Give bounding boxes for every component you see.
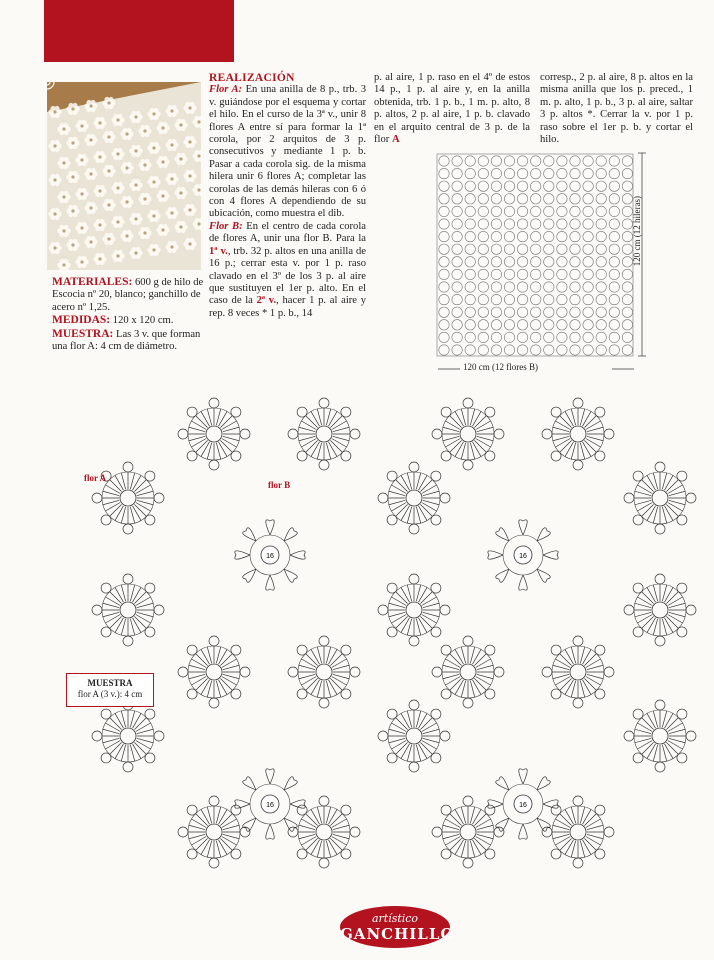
materiales-text: 600 g de hilo de Escocia nº 20, blanco; ganchillo de acero nº 1,25. bbox=[52, 277, 204, 313]
assembly-schema bbox=[436, 153, 634, 357]
flower-b-center-label: 16 bbox=[266, 802, 274, 809]
muestra-label: MUESTRA: bbox=[52, 327, 114, 340]
flower-a-motif bbox=[378, 462, 450, 534]
flower-a-motif bbox=[542, 398, 614, 470]
header-red-block bbox=[44, 0, 234, 62]
muestra-legend bbox=[66, 673, 154, 707]
flower-a-motif bbox=[92, 700, 164, 772]
flor-b-text-1: En el centro de cada corola de flores A, unir una flor B. Para la bbox=[209, 220, 366, 245]
flower-a-motif bbox=[624, 700, 696, 772]
instructions-column-2 bbox=[374, 72, 530, 146]
flower-a-motif bbox=[542, 636, 614, 708]
flower-a-motif bbox=[178, 636, 250, 708]
height-dimension-label: 120 cm (12 hileras) bbox=[632, 196, 642, 267]
ganchillo-logo bbox=[340, 906, 455, 948]
flower-a-motif bbox=[288, 636, 360, 708]
flower-a-motif bbox=[432, 796, 504, 868]
flower-a-motif bbox=[178, 796, 250, 868]
flower-a-motif bbox=[542, 796, 614, 868]
flor-a-label: Flor A: bbox=[209, 84, 243, 96]
instructions-column-3 bbox=[540, 72, 693, 146]
flor-b-label: Flor B: bbox=[209, 220, 243, 232]
flor-b-chart-label: flor B bbox=[268, 480, 291, 490]
flor-a-text: En una anilla de 8 p., trb. 3 v. guiándose por el esquema y cortar el hilo. En el curso de la 3ª v., unir 8 flores A entre sí para formar la 1ª corola, por 2 arquitos de 3 p. consecutivos y mediante 1 p. b. Pasar a cada corola sig. de la misma hilera unir 6 flores A; completar las corolas de las demás hileras con 6 ó con 4 flores A dependiendo de su ubicación, como muestra el dib. bbox=[209, 84, 366, 220]
muestra-text: Las 3 v. que forman una flor A: 4 cm de diámetro. bbox=[52, 328, 201, 353]
width-dimension-label: 120 cm (12 flores B) bbox=[463, 362, 538, 372]
flor-a-chart-label: flor A bbox=[84, 473, 107, 483]
medidas-label: MEDIDAS: bbox=[52, 314, 111, 327]
flower-a-motif bbox=[624, 574, 696, 646]
instructions-column-1 bbox=[209, 72, 366, 320]
materiales-label: MATERIALES: bbox=[52, 276, 133, 288]
flower-b-center-label: 16 bbox=[519, 553, 527, 560]
flower-a-motif bbox=[624, 462, 696, 534]
realizacion-heading: REALIZACIÓN bbox=[209, 72, 295, 84]
medidas-text: 120 x 120 cm. bbox=[112, 315, 174, 327]
flower-a-motif bbox=[178, 398, 250, 470]
flower-a-motif bbox=[288, 796, 360, 868]
flor-b-text-3: , hacer 1 p. al aire y rep. 8 veces * 1 p. b., 14 bbox=[209, 295, 367, 319]
flower-a-motif bbox=[378, 574, 450, 646]
materials-block bbox=[52, 276, 204, 353]
flower-a-motif bbox=[378, 700, 450, 772]
tablecloth-photo bbox=[47, 82, 201, 270]
flower-a-motif bbox=[432, 636, 504, 708]
muestra-legend-title: MUESTRA bbox=[87, 678, 133, 688]
flower-a-motif bbox=[432, 398, 504, 470]
logo-main-text: GANCHILLO bbox=[340, 925, 455, 943]
col2-text: p. al aire, 1 p. raso en el 4º de estos 14 p., 1 p. al aire y, en la anilla obtenida, trb. 1 p. b., 1 m. p. alto, 8 p. altos, 2 p. al aire, 1 p. b. clavado en el arquito central de 3 p. de la flor bbox=[374, 72, 530, 146]
flor-b-round-2: 2ª v. bbox=[256, 295, 277, 307]
flower-b-center-label: 16 bbox=[519, 802, 527, 809]
muestra-legend-text: flor A (3 v.): 4 cm bbox=[77, 689, 143, 699]
flor-b-round-1: 1ª v. bbox=[209, 245, 228, 257]
logo-top-text: artístico bbox=[371, 912, 419, 925]
col3-text: corresp., 2 p. al aire, 8 p. altos en la misma anilla que los p. preced., 1 m. p. alto, 1 p. b., 3 p. al aire, saltar 3 p. altos *. Cerrar la v. por 1 p. raso sobre el 1er p. b. y cortar el hilo. bbox=[540, 72, 693, 146]
crochet-chart bbox=[70, 380, 710, 900]
flower-b-center-label: 16 bbox=[266, 553, 274, 560]
flower-a-motif bbox=[92, 574, 164, 646]
col2-flor-ref: A bbox=[391, 134, 400, 146]
flor-b-text-2: , trb. 32 p. altos en una anilla de 16 p.; cerrar esta v. por 1 p. raso clavado en el 3º de los 3 p. al aire que sustituyen el 1er p. alto. En el caso de la bbox=[209, 245, 367, 307]
flower-a-motif bbox=[288, 398, 360, 470]
